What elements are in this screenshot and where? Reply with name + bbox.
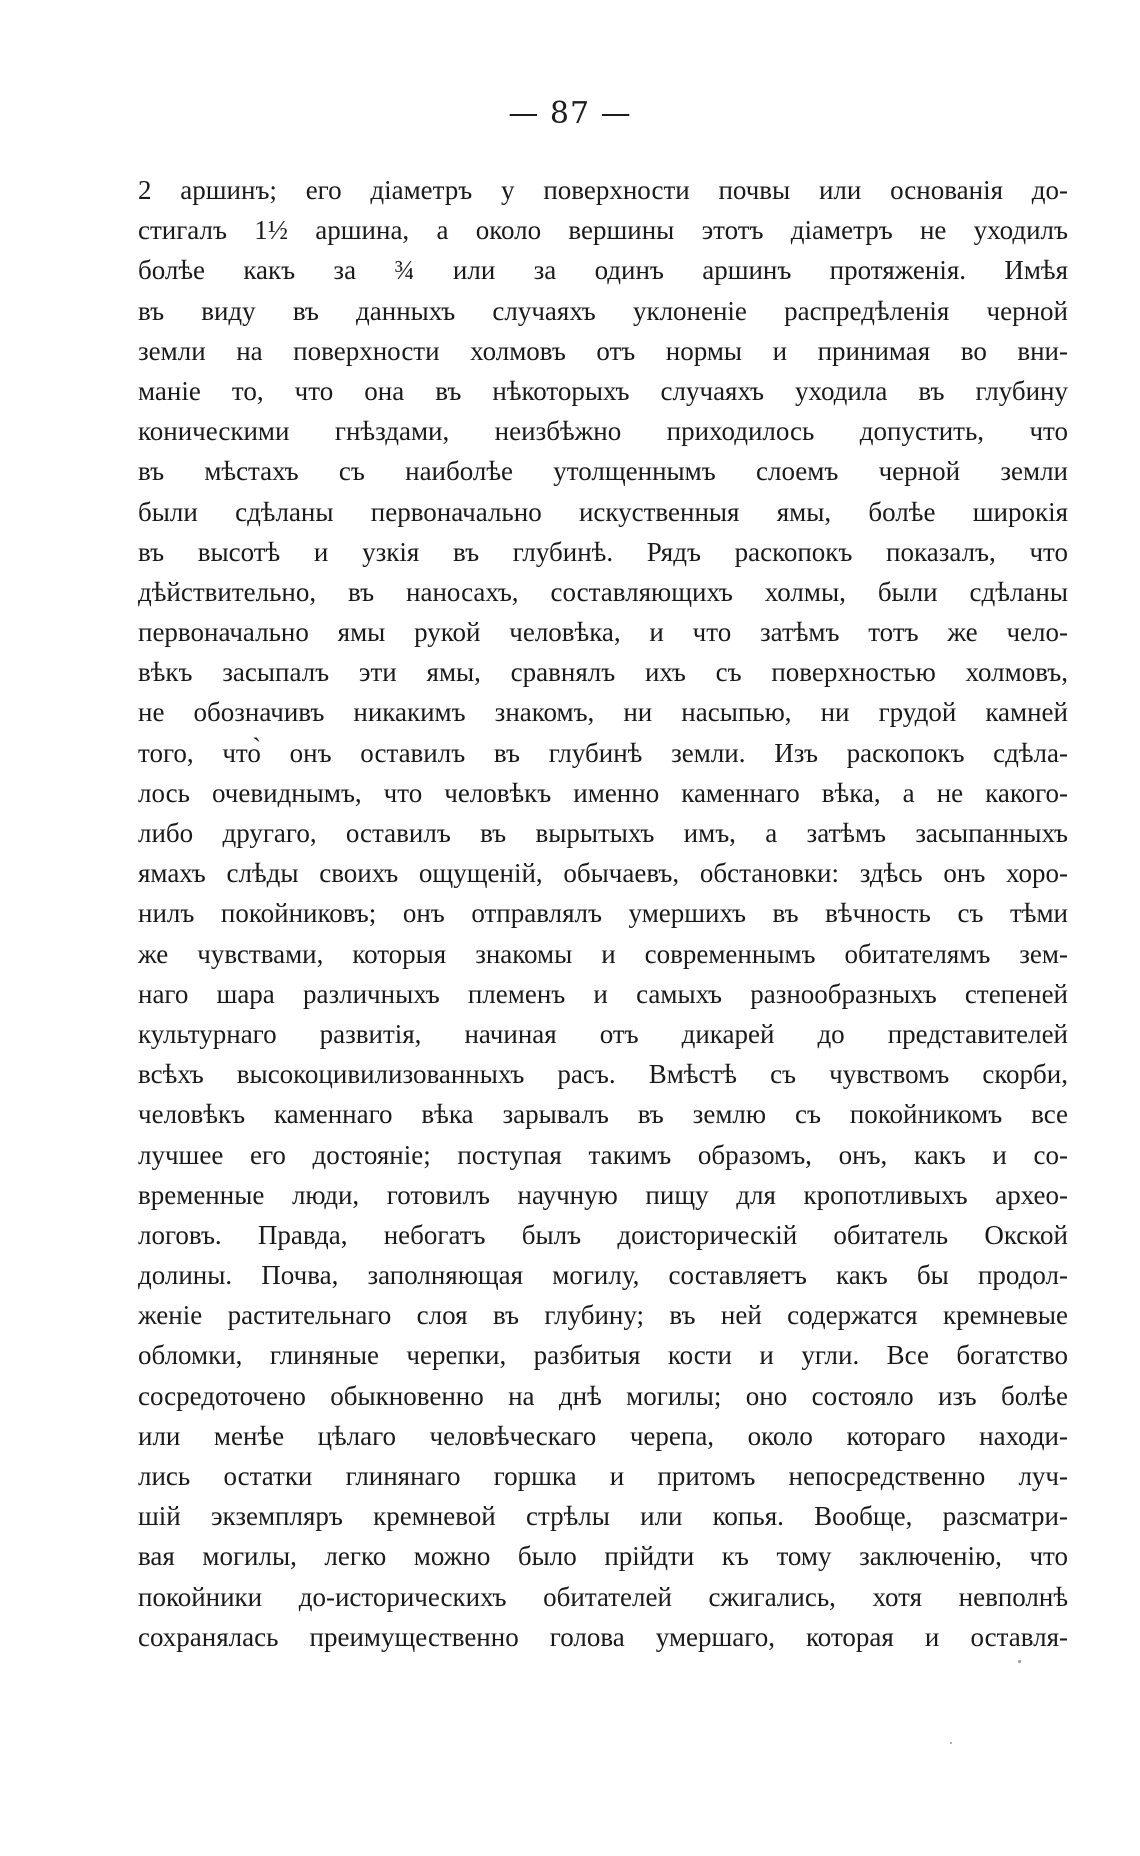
text-line: маніе то, что она въ нѣкоторыхъ случаяхъ уходила въ глубину [138,375,1068,406]
text-line: временные люди, готовилъ научную пищу для кропотливыхъ архео- [138,1179,1068,1210]
text-line: ямахъ слѣды своихъ ощущеній, обычаевъ, обстановки: здѣсь онъ хоро- [138,858,1068,889]
page-number: — 87 — [508,96,632,131]
text-line: дѣйствительно, въ наносахъ, составляющихъ холмы, были сдѣланы [138,576,1068,607]
text-line: или менѣе цѣлаго человѣческаго черепа, около котораго находи- [138,1420,1068,1451]
text-line: земли на поверхности холмовъ отъ нормы и принимая во вни- [138,335,1068,366]
text-line: лись остатки глинянаго горшка и притомъ непосредственно луч- [138,1461,1068,1491]
body-text [138,170,1068,1657]
text-line: логовъ. Правда, небогатъ былъ доисторическій обитатель Окской [138,1219,1068,1250]
text-line: человѣкъ каменнаго вѣка зарывалъ въ землю съ покойникомъ все [138,1099,1068,1130]
text-line: либо другаго, оставилъ въ вырытыхъ имъ, а затѣмъ засыпанныхъ [138,818,1068,848]
text-line: шій экземпляръ кремневой стрѣлы или копья. Вообще, разсматри- [138,1501,1068,1532]
text-line: болѣе какъ за ¾ или за одинъ аршинъ протяженія. Имѣя [138,255,1068,286]
text-line: были сдѣланы первоначально искуственныя ямы, болѣе широкія [138,496,1068,527]
text-line: лучшее его достояніе; поступая такимъ образомъ, онъ, какъ и со- [138,1139,1068,1170]
text-line: 2 аршинъ; его діаметръ у поверхности почвы или основанія до- [138,175,1068,205]
text-line: первоначально ямы рукой человѣка, и что затѣмъ тотъ же чело- [138,617,1068,648]
text-line: сосредоточено обыкновенно на днѣ могилы; оно состояло изъ болѣе [138,1380,1068,1411]
text-line: въ высотѣ и узкія въ глубинѣ. Рядъ раскопокъ показалъ, что [138,536,1068,567]
text-line: же чувствами, которыя знакомы и современнымъ обитателямъ зем- [138,938,1068,969]
text-line: въ мѣстахъ съ наиболѣе утолщеннымъ слоемъ черной земли [138,456,1068,487]
text-line: обломки, глиняные черепки, разбитыя кости и угли. Все богатство [138,1340,1068,1371]
text-line: сохранялась преимущественно голова умершаго, которая и оставля- [138,1621,1068,1652]
text-line: долины. Почва, заполняющая могилу, составляетъ какъ бы продол- [138,1260,1068,1291]
text-line: не обозначивъ никакимъ знакомъ, ни насыпью, ни грудой камней [138,697,1068,728]
text-line: вѣкъ засыпалъ эти ямы, сравнялъ ихъ съ поверхностью холмовъ, [138,657,1068,688]
text-line: покойники до-историческихъ обитателей сжигались, хотя невполнѣ [138,1581,1068,1612]
text-line: культурнаго развитія, начиная отъ дикарей до представителей [138,1018,1068,1049]
text-line: женіе растительнаго слоя въ глубину; въ ней содержатся кремневые [138,1300,1068,1331]
paper-speck [1018,1660,1021,1663]
paper-speck [950,1742,952,1744]
text-line: лось очевиднымъ, что человѣкъ именно каменнаго вѣка, а не какого- [138,777,1068,808]
text-line: въ виду въ данныхъ случаяхъ уклоненіе распредѣленія черной [138,295,1068,326]
text-line: наго шара различныхъ племенъ и самыхъ разнообразныхъ степеней [138,978,1068,1009]
text-line: всѣхъ высокоцивилизованныхъ расъ. Вмѣстѣ съ чувствомъ скорби, [138,1059,1068,1090]
text-line: того, что̀ онъ оставилъ въ глубинѣ земли. Изъ раскопокъ сдѣла- [138,737,1068,768]
text-line: вая могилы, легко можно было прійдти къ тому заключенію, что [138,1541,1068,1572]
text-line: коническими гнѣздами, неизбѣжно приходилось допустить, что [138,416,1068,447]
text-line: стигалъ 1½ аршина, а около вершины этотъ діаметръ не уходилъ [138,215,1068,246]
text-line: нилъ покойниковъ; онъ отправлялъ умершихъ въ вѣчность съ тѣми [138,898,1068,929]
